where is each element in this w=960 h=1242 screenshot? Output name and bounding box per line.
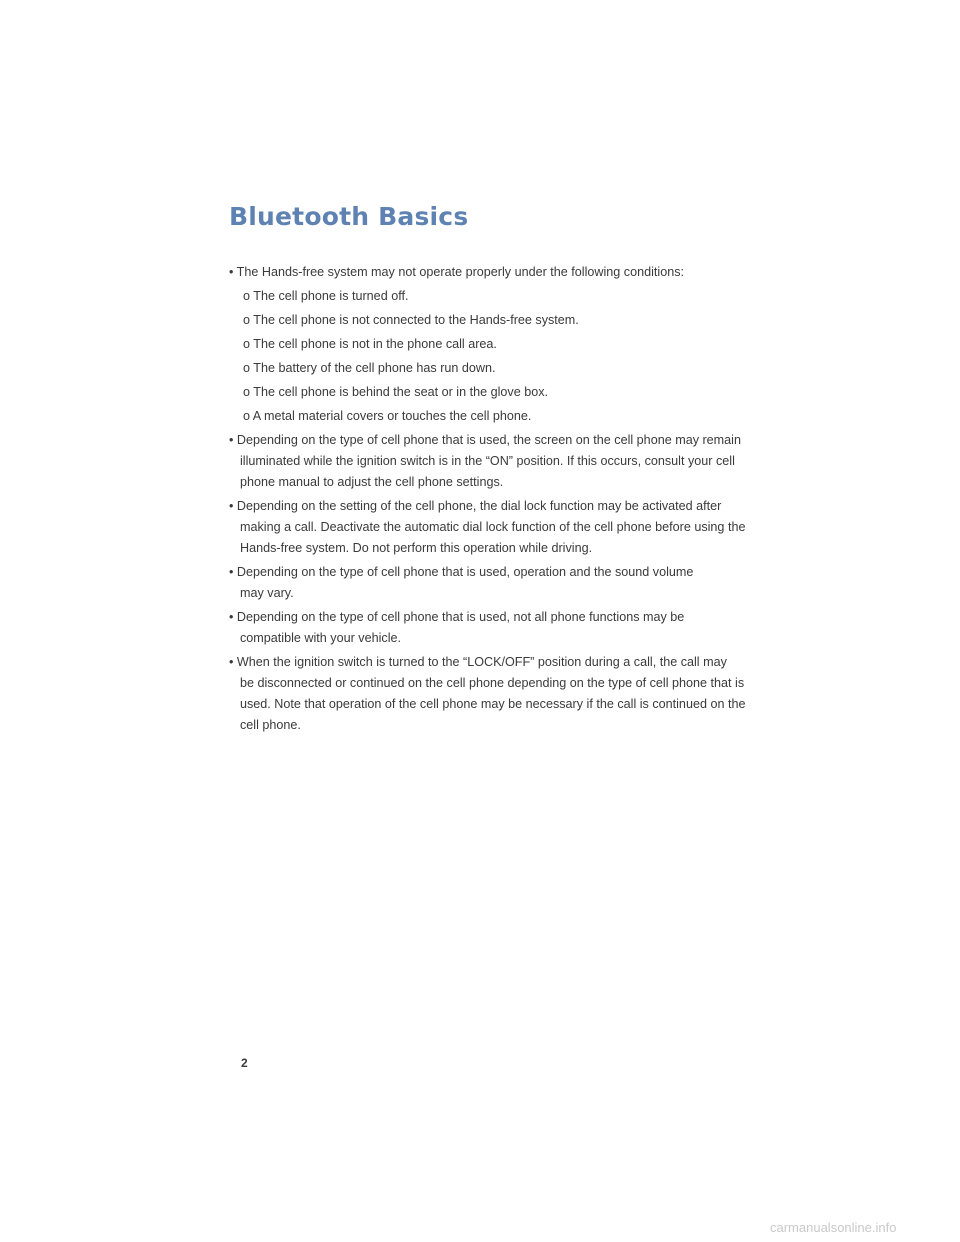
bullet-line: • Depending on the setting of the cell phone, the dial lock function may be activated after [229, 499, 722, 513]
condition-item: o The cell phone is not in the phone call area. [243, 337, 497, 351]
bullet-line: • When the ignition switch is turned to the “LOCK/OFF” position during a call, the call may [229, 655, 727, 669]
bullet-line: phone manual to adjust the cell phone settings. [240, 475, 504, 489]
bullet-line: may vary. [240, 586, 294, 600]
bullet-line: cell phone. [240, 718, 301, 732]
page-content [229, 262, 746, 736]
condition-item: o A metal material covers or touches the cell phone. [243, 409, 532, 423]
bullet-line: compatible with your vehicle. [240, 631, 401, 645]
condition-item: o The cell phone is turned off. [243, 289, 409, 303]
condition-item: o The cell phone is behind the seat or in the glove box. [243, 385, 549, 399]
condition-item: o The battery of the cell phone has run down. [243, 361, 496, 375]
bullet-line: making a call. Deactivate the automatic dial lock function of the cell phone before using the [240, 520, 746, 534]
conditions-intro: • The Hands-free system may not operate properly under the following conditions: [229, 265, 684, 279]
bullet-line: • Depending on the type of cell phone that is used, not all phone functions may be [229, 610, 685, 624]
page-title: Bluetooth Basics [229, 202, 469, 231]
bullet-line: illuminated while the ignition switch is in the “ON” position. If this occurs, consult your cell [240, 454, 735, 468]
condition-item: o The cell phone is not connected to the Hands-free system. [243, 313, 579, 327]
page-number: 2 [241, 1056, 248, 1070]
watermark-text: carmanualsonline.info [770, 1220, 897, 1235]
bullet-line: Hands-free system. Do not perform this operation while driving. [240, 541, 593, 555]
bullet-line: used. Note that operation of the cell phone may be necessary if the call is continued on the [240, 697, 746, 711]
bullet-line: be disconnected or continued on the cell phone depending on the type of cell phone that is [240, 676, 745, 690]
bullet-line: • Depending on the type of cell phone that is used, operation and the sound volume [229, 565, 694, 579]
bullet-line: • Depending on the type of cell phone that is used, the screen on the cell phone may remain [229, 433, 741, 447]
